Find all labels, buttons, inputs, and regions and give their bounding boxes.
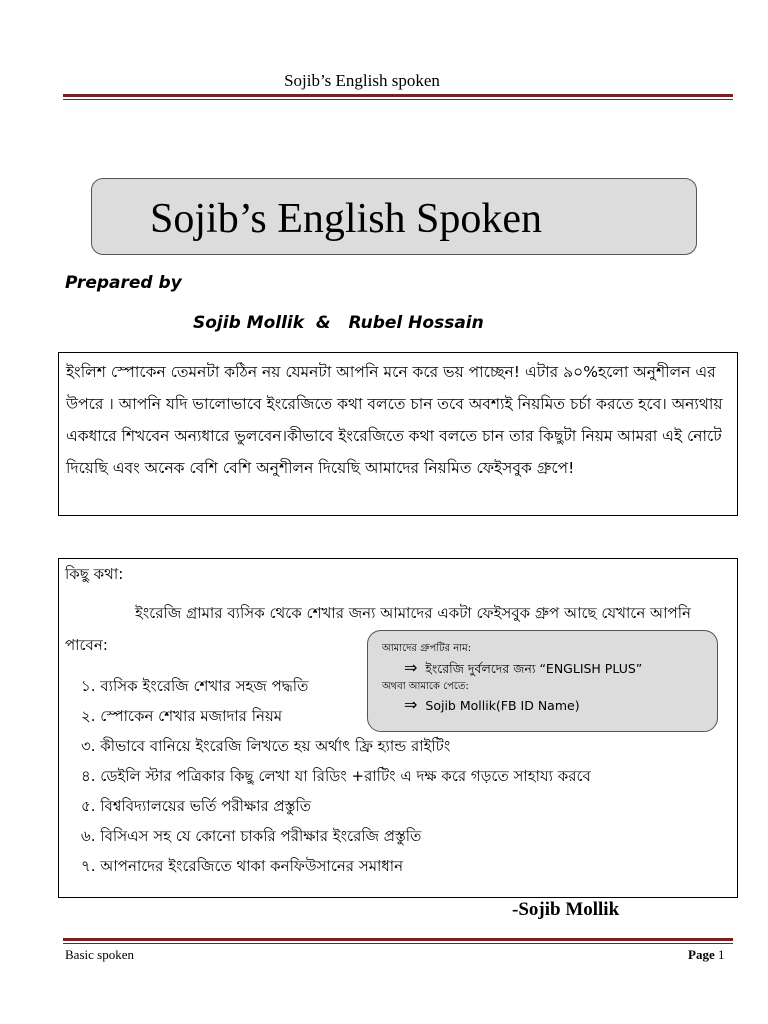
group-name-label: আমাদের গ্রুপটির নাম: [382,643,472,654]
prepared-by-label: Prepared by [65,273,182,293]
contact-label: অথবা আমাকে পেতে: [382,681,469,692]
header-rule [63,94,733,100]
double-arrow-icon: ⇒ [404,658,418,677]
signature: -Sojib Mollik [512,899,620,920]
group-callout [367,630,718,732]
intro-paragraph: ইংলিশ স্পোকেন তেমনটা কঠিন নয় যেমনটা আপনি মনে করে ভয় পাচ্ছেন! এটার ৯০%হলো অনুশীলন এর উপরে । আপনি যদি ভালোভাবে ইংরেজিতে কথা বলতে চান তবে অবশ্যই নিয়মিত চর্চা করতে হবে। অন্যথায় একধারে শিখবেন অন্যধারে ভুলবেন।কীভাবে ইংরেজিতে কথা বলতে চান তার কিছুটা নিয়ম আমরা এই নোটে দিয়েছি এবং অনেক বেশি বেশি অনুশীলন দিয়েছি আমাদের নিয়মিত ফেইসবুক গ্রুপে! [66,363,723,477]
list-item: ৭. আপনাদের ইংরেজিতে থাকা কনফিউসানের সমাধান [81,857,404,875]
list-item: ৬. বিসিএস সহ যে কোনো চাকরি পরীক্ষার ইংরেজি প্রস্তুতি [81,827,422,845]
group-name-line [404,658,642,681]
page-number-value: 1 [717,947,725,962]
kichu-kotha-paragraph: ইংরেজি গ্রামার ব্যসিক থেকে শেখার জন্য আমাদের একটা ফেইসবুক গ্রুপ আছে যেখানে আপনি পাবেন: [65,604,691,654]
intro-box [58,352,738,516]
list-item: ২. স্পোকেন শেখার মজাদার নিয়ম [81,707,283,725]
page-label: Page [688,947,715,962]
title-box [91,178,697,255]
list-item: ১. ব্যসিক ইংরেজি শেখার সহজ পদ্ধতি [81,677,309,695]
double-arrow-icon: ⇒ [404,695,418,714]
list-item: ৩. কীভাবে বানিয়ে ইংরেজি লিখতে হয় অর্থাৎ ফ্রি হ্যান্ড রাইটিং [81,737,451,755]
running-header: Sojib’s English spoken [284,71,440,90]
contact-line [404,695,580,714]
list-item: ৪. ডেইলি স্টার পত্রিকার কিছু লেখা যা রিডিং +রাটিং এ দক্ষ করে গড়তে সাহায্য করবে [81,767,591,785]
group-name: ইংরেজি দুর্বলদের জন্য “ENGLISH PLUS” [425,661,643,676]
list-item: ৫. বিশ্ববিদ্যালয়ের ভর্তি পরীক্ষার প্রস্তুতি [81,797,312,815]
footer-rule [63,938,733,944]
document-title: Sojib’s English Spoken [150,196,543,242]
footer-label: Basic spoken [65,947,134,962]
contact-name: Sojib Mollik(FB ID Name) [425,698,580,713]
authors: Sojib Mollik & Rubel Hossain [193,313,484,333]
kichu-kotha-heading: কিছু কথা: [65,565,124,583]
page-number [688,947,724,963]
